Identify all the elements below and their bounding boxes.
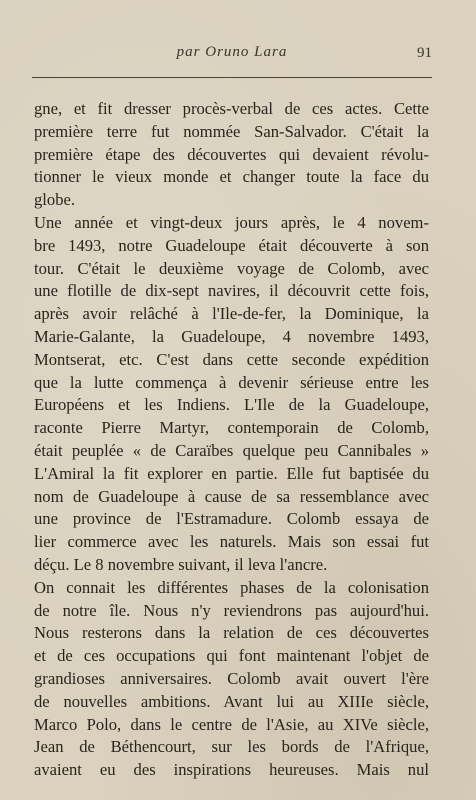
text-line: Montserat, etc. C'est dans cette seconde expédition [34,349,429,369]
text-line: de notre île. Nous n'y reviendrons pas aujourd'hui. [34,600,429,620]
text-line: tionner le vieux monde et changer toute la face du [34,167,429,187]
text-line: Jean de Béthencourt, sur les bords de l'Afrique, [34,737,429,757]
page-header [32,44,432,66]
text-line: Nous resterons dans la relation de ces découvertes [34,623,429,643]
text-line: globe. [34,190,76,210]
text-line: Européens et les Indiens. L'Ile de la Guadeloupe, [34,395,429,415]
text-line: lier commerce avec les naturels. Mais son essai fut [34,532,429,552]
text-line: Marco Polo, dans le centre de l'Asie, au XIVe siècle, [34,714,429,734]
text-line: Une année et vingt-deux jours après, le 4 novem- [34,212,429,232]
text-line: nom de Guadeloupe à cause de sa ressemblance avec [34,486,429,506]
text-line: grandioses anniversaires. Colomb avait ouvert l'ère [34,668,429,688]
text-line: déçu. Le 8 novembre suivant, il leva l'ancre. [34,554,328,574]
text-line: une flotille de dix-sept navires, il découvrit cette fois, [34,281,429,301]
text-line: gne, et fit dresser procès-verbal de ces actes. Cette [34,99,429,118]
text-line: Marie-Galante, la Guadeloupe, 4 novembre 1493, [34,326,429,346]
text-line: de nouvelles ambitions. Avant lui au XIIIe siècle, [34,691,429,711]
running-head: par Oruno Lara [176,44,288,60]
text-line: première étape des découvertes qui devaient révolu- [34,144,429,164]
text-line: et de ces occupations qui font maintenant l'objet de [34,646,429,666]
text-line: était peuplée « de Caraïbes quelque peu Cannibales » [34,440,429,460]
text-line: On connait les différentes phases de la colonisation [34,577,429,597]
text-line: une province de l'Estramadure. Colomb essaya de [34,509,429,529]
text-line: raconte Pierre Martyr, contemporain de Colomb, [34,418,429,438]
text-line: que la lutte commença à devenir sérieuse entre les [34,372,429,392]
page-number: 91 [417,45,432,61]
text-line: première terre fut nommée San-Salvador. C'était la [34,121,429,141]
text-line: L'Amiral la fit explorer en partie. Elle fut baptisée du [34,463,429,483]
text-line: bre 1493, notre Guadeloupe était découverte à son [34,235,429,255]
text-line: tour. C'était le deuxième voyage de Colomb, avec [34,258,429,278]
text-line: avaient eu des inspirations heureuses. Mais nul [34,760,429,780]
text-line: après avoir relâché à l'Ile-de-fer, la Dominique, la [34,304,429,324]
header-rule [32,77,432,78]
body-text [34,98,429,782]
